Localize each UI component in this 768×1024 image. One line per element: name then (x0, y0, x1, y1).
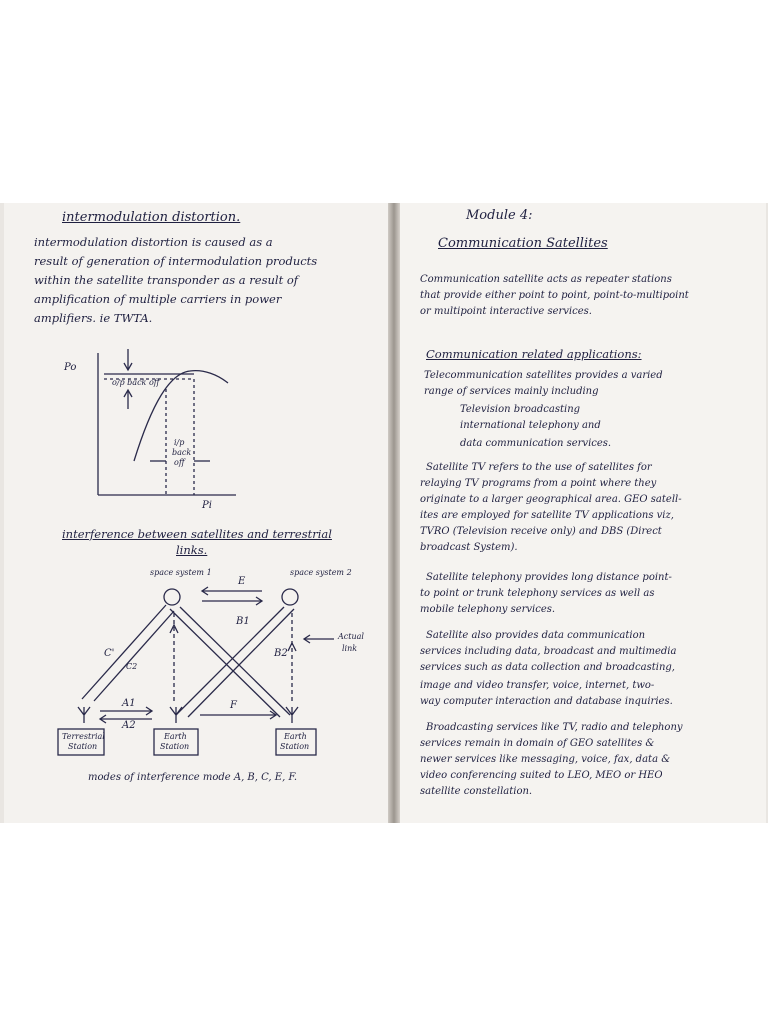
mode-f-label: F (230, 700, 237, 711)
module-label: Module 4: (466, 208, 533, 223)
earth-station-2-a: Earth (284, 732, 307, 741)
terrestrial-station-1: Terrestrial (62, 732, 105, 741)
actual-link-2: link (342, 644, 358, 653)
interference-heading-1: interference between satellites and terrestrial (62, 527, 332, 541)
data-line-3: services such as data collection and broadcasting, (420, 662, 675, 673)
notebook-spread (0, 203, 768, 823)
telephony-line-2: to point or trunk telephony services as well as (420, 588, 655, 599)
actual-link-1: Actual (338, 632, 364, 641)
tv-line-5: TVRO (Television receive only) and DBS (Direct (420, 526, 662, 537)
intermod-line-1: intermodulation distortion is caused as a (34, 235, 273, 249)
input-backoff-1: i/p (174, 438, 185, 447)
left-page (4, 203, 388, 823)
mode-a1-label: A1 (122, 698, 136, 709)
intro-line-3: or multipoint interactive services. (420, 306, 592, 317)
data-line-4: image and video transfer, voice, internet, two- (420, 680, 655, 691)
tv-line-2: relaying TV programs from a point where they (420, 478, 657, 489)
telephony-line-3: mobile telephony services. (420, 604, 556, 615)
interference-heading-2: links. (176, 543, 208, 557)
input-backoff-3: off (174, 458, 185, 467)
tv-line-4: ites are employed for satellite TV applications viz, (420, 510, 674, 521)
notebook-spine (388, 203, 400, 823)
diagram-caption: modes of interference mode A, B, C, E, F. (88, 772, 297, 783)
earth-station-2-b: Station (280, 742, 310, 751)
interference-diagram (4, 203, 388, 823)
apps-intro-1: Telecommunication satellites provides a varied (424, 370, 663, 381)
apps-item-1: Television broadcasting (460, 404, 581, 415)
intermod-line-3: within the satellite transponder as a result of (34, 273, 299, 287)
broadcast-line-2: services remain in domain of GEO satellites & (420, 738, 655, 749)
intermod-line-2: result of generation of intermodulation products (34, 254, 318, 268)
tv-line-6: broadcast System). (420, 542, 518, 553)
data-line-1: Satellite also provides data communication (426, 630, 646, 641)
mode-c-prime-label: C' (104, 648, 115, 659)
intermod-heading: intermodulation distortion. (62, 210, 241, 225)
earth-station-1-b: Station (160, 742, 190, 751)
tv-line-1: Satellite TV refers to the use of satellites for (426, 462, 652, 473)
telephony-line-1: Satellite telephony provides long distance point- (426, 572, 672, 583)
intermod-line-5: amplifiers. ie TWTA. (34, 311, 153, 325)
apps-heading: Communication related applications: (426, 347, 642, 361)
mode-b1-label: B1 (236, 616, 250, 627)
graph-y-label: Po (64, 362, 77, 373)
input-backoff-2: back (172, 448, 192, 457)
data-line-5: way computer interaction and database inquiries. (420, 696, 673, 707)
data-line-2: services including data, broadcast and multimedia (420, 646, 677, 657)
apps-item-2: international telephony and (460, 420, 601, 431)
mode-c2-label: C2 (126, 662, 138, 671)
intro-line-2: that provide either point to point, point-to-multipoint (420, 290, 689, 301)
space-system-1-label: space system 1 (150, 568, 212, 577)
apps-intro-2: range of services mainly including (424, 386, 599, 397)
graph-x-label: Pi (202, 500, 212, 511)
apps-item-3: data communication services. (460, 438, 612, 449)
right-page (400, 203, 766, 823)
terrestrial-station-2: Station (68, 742, 98, 751)
broadcast-line-4: video conferencing suited to LEO, MEO or HEO (420, 770, 663, 781)
space-system-2-label: space system 2 (290, 568, 352, 577)
tv-line-3: originate to a larger geographical area. GEO satell- (420, 494, 682, 505)
intermod-line-4: amplification of multiple carriers in power (34, 292, 282, 306)
intro-line-1: Communication satellite acts as repeater stations (420, 274, 672, 285)
earth-station-1-a: Earth (164, 732, 187, 741)
broadcast-line-5: satellite constellation. (420, 786, 533, 797)
broadcast-line-3: newer services like messaging, voice, fax, data & (420, 754, 671, 765)
broadcast-line-1: Broadcasting services like TV, radio and telephony (426, 722, 683, 733)
module-title: Communication Satellites (438, 236, 608, 251)
mode-a2-label: A2 (122, 720, 136, 731)
output-backoff-label: o/p back off (112, 378, 160, 387)
mode-b2-label: B2 (274, 648, 288, 659)
mode-e-label: E (238, 576, 246, 587)
